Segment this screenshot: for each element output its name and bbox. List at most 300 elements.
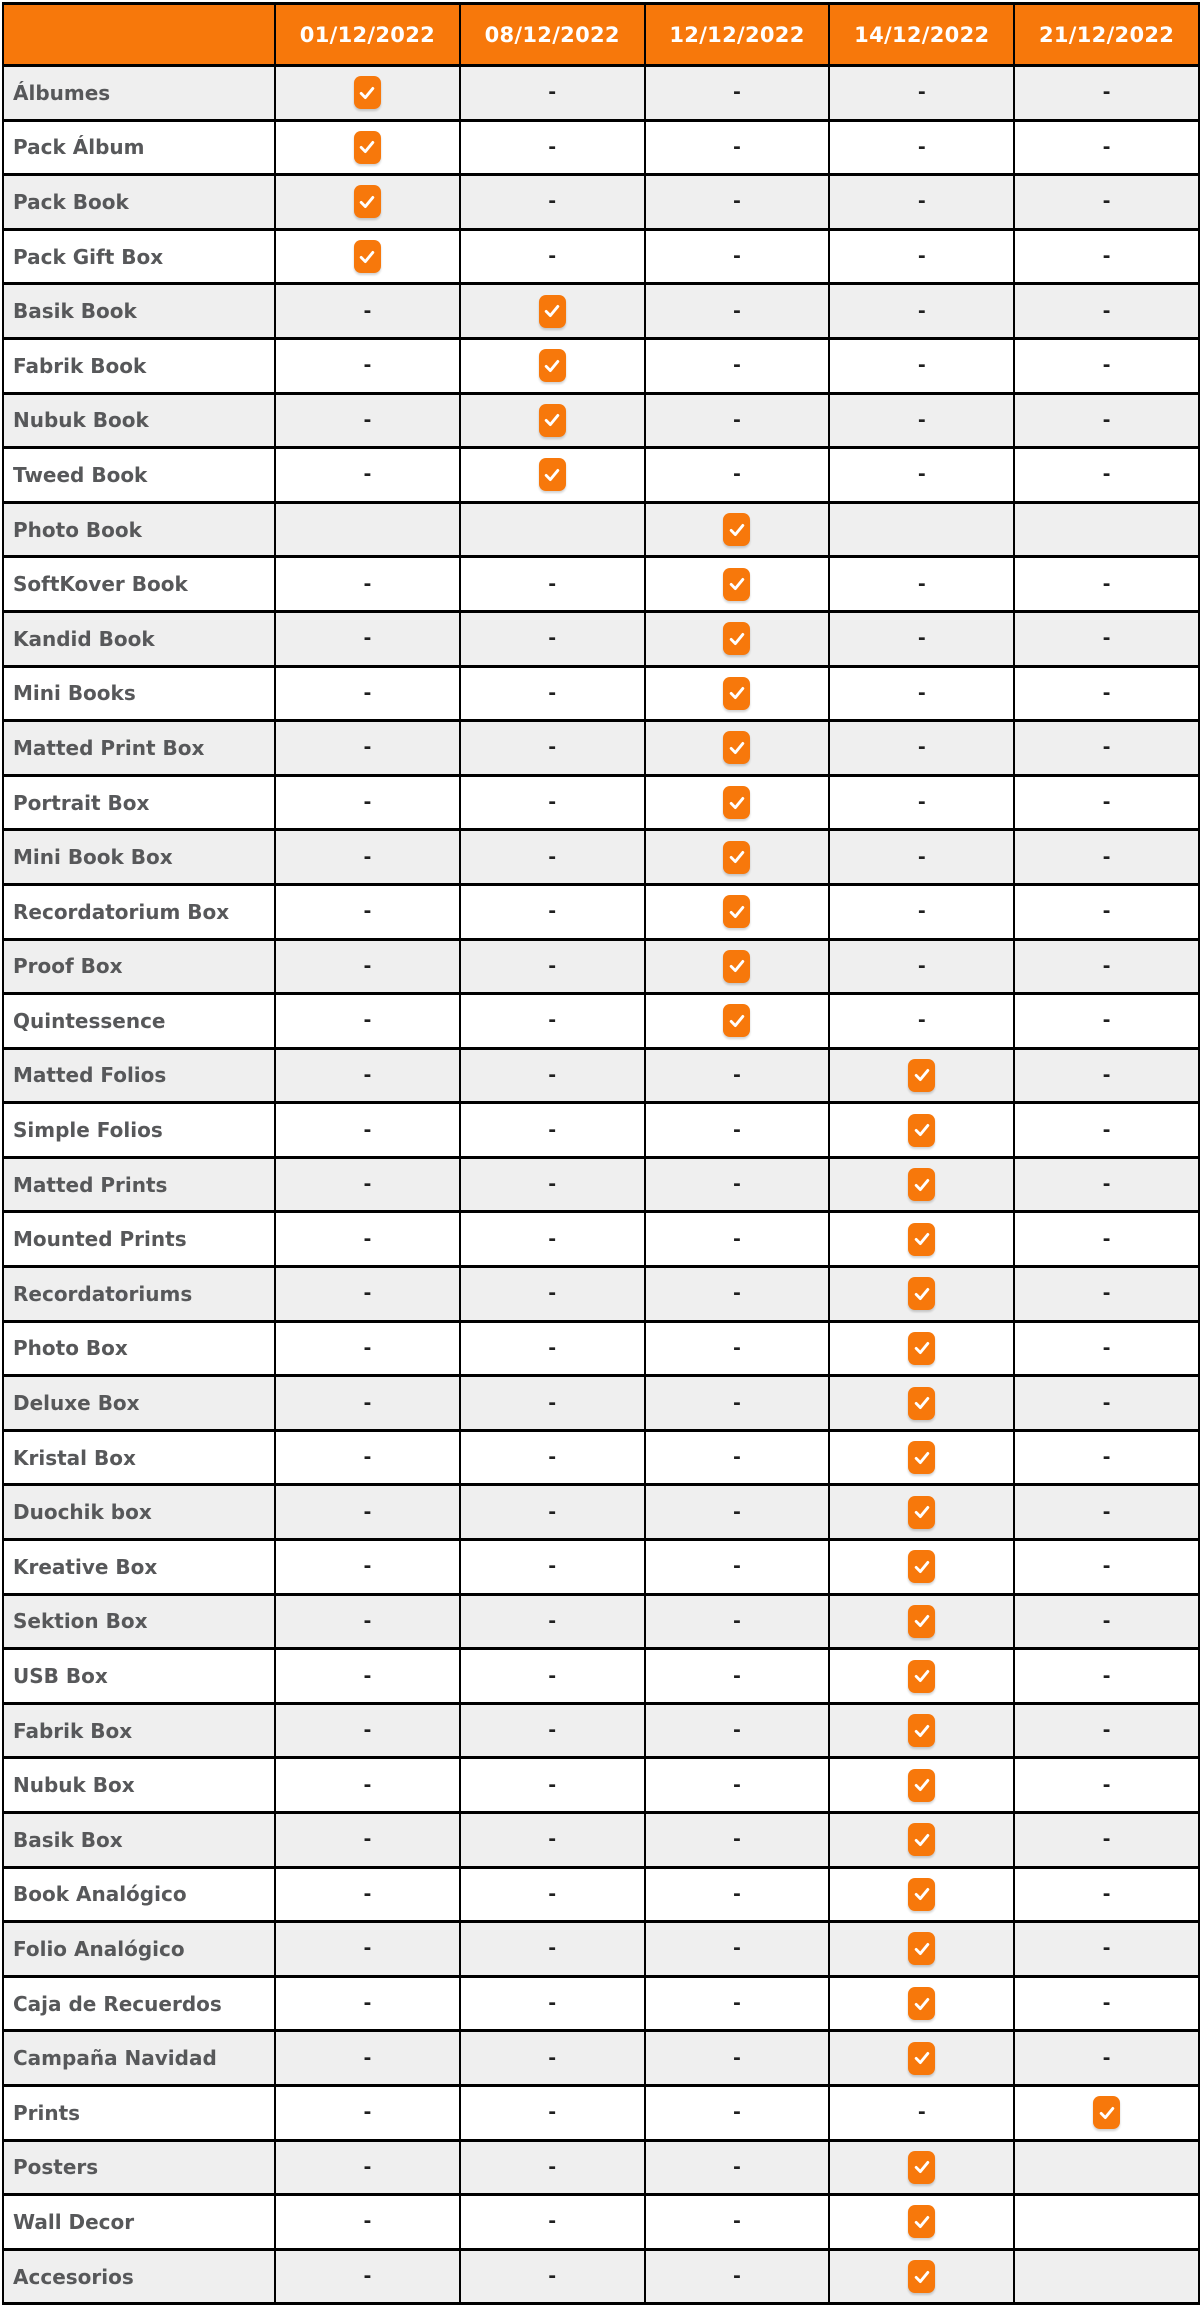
checked-checkbox-icon[interactable] [908, 2151, 935, 2184]
date-cell-not-available [645, 1430, 830, 1485]
product-name: Duochik box [3, 1485, 275, 1540]
table-row [3, 1813, 1199, 1868]
checked-checkbox-icon[interactable] [908, 1878, 935, 1911]
date-cell-checked [275, 66, 460, 121]
checked-checkbox-icon[interactable] [908, 2205, 935, 2238]
date-cell-not-available [645, 2249, 830, 2304]
dash-mark: - [733, 299, 741, 322]
date-cell-not-available [1014, 1321, 1199, 1376]
dash-mark: - [363, 900, 372, 923]
dash-mark: - [363, 1173, 372, 1196]
date-cell-not-available [275, 1922, 460, 1977]
dash-mark: - [917, 736, 926, 759]
date-cell-not-available [460, 830, 645, 885]
dash-mark: - [733, 1555, 741, 1578]
product-name: Deluxe Box [3, 1376, 275, 1431]
dash-mark: - [1102, 1937, 1111, 1960]
dash-mark: - [548, 1555, 557, 1578]
dash-mark: - [363, 1336, 372, 1359]
date-cell-checked [829, 1867, 1014, 1922]
date-cell-empty [1014, 502, 1199, 557]
table-row [3, 939, 1199, 994]
date-cell-not-available [645, 1703, 830, 1758]
checked-checkbox-icon[interactable] [723, 786, 750, 819]
checked-checkbox-icon[interactable] [354, 131, 381, 164]
checked-checkbox-icon[interactable] [908, 1605, 935, 1638]
date-cell-not-available [460, 1649, 645, 1704]
date-cell-not-available [1014, 1157, 1199, 1212]
date-cell-not-available [275, 1321, 460, 1376]
dash-mark: - [733, 354, 741, 377]
date-cell-not-available [829, 66, 1014, 121]
date-cell-not-available [275, 1976, 460, 2031]
dash-mark: - [1102, 299, 1111, 322]
dash-mark: - [548, 2210, 557, 2233]
date-cell-not-available [645, 393, 830, 448]
date-cell-not-available [460, 1976, 645, 2031]
table-row [3, 1976, 1199, 2031]
date-cell-not-available [1014, 1976, 1199, 2031]
date-cell-not-available [460, 939, 645, 994]
dash-mark: - [548, 900, 557, 923]
checked-checkbox-icon[interactable] [908, 1059, 935, 1092]
date-cell-not-available [275, 1594, 460, 1649]
dash-mark: - [548, 1664, 557, 1687]
table-row [3, 557, 1199, 612]
dash-mark: - [1102, 1555, 1111, 1578]
date-cell-not-available [645, 2085, 830, 2140]
product-name: Fabrik Box [3, 1703, 275, 1758]
date-cell-not-available [275, 1867, 460, 1922]
dash-mark: - [363, 627, 372, 650]
checked-checkbox-icon[interactable] [354, 240, 381, 273]
date-cell-not-available [829, 884, 1014, 939]
dash-mark: - [548, 1500, 557, 1523]
product-name: Book Analógico [3, 1867, 275, 1922]
dash-mark: - [733, 463, 741, 486]
dash-mark: - [733, 1227, 741, 1250]
date-cell-not-available [460, 1048, 645, 1103]
date-cell-not-available [275, 1376, 460, 1431]
date-cell-not-available [1014, 1922, 1199, 1977]
date-cell-not-available [1014, 175, 1199, 230]
checked-checkbox-icon[interactable] [908, 1932, 935, 1965]
dash-mark: - [363, 354, 372, 377]
checked-checkbox-icon[interactable] [539, 404, 566, 437]
dash-mark: - [363, 2046, 372, 2069]
dash-mark: - [1102, 1391, 1111, 1414]
checked-checkbox-icon[interactable] [723, 677, 750, 710]
dash-mark: - [917, 572, 926, 595]
date-cell-not-available [1014, 1867, 1199, 1922]
checked-checkbox-icon[interactable] [354, 76, 381, 109]
dash-mark: - [733, 1937, 741, 1960]
dash-mark: - [1102, 1828, 1111, 1851]
date-cell-checked [1014, 2085, 1199, 2140]
date-cell-not-available [275, 994, 460, 1049]
date-cell-checked [460, 448, 645, 503]
dash-mark: - [917, 954, 926, 977]
date-cell-not-available [645, 175, 830, 230]
checked-checkbox-icon[interactable] [908, 1550, 935, 1583]
date-cell-not-available [1014, 1758, 1199, 1813]
dash-mark: - [917, 627, 926, 650]
dash-mark: - [1102, 791, 1111, 814]
date-cell-checked [829, 1157, 1014, 1212]
dash-mark: - [363, 299, 372, 322]
dash-mark: - [548, 1173, 557, 1196]
checked-checkbox-icon[interactable] [723, 841, 750, 874]
date-cell-not-available [275, 1649, 460, 1704]
dash-mark: - [548, 81, 557, 104]
checked-checkbox-icon[interactable] [908, 1714, 935, 1747]
dash-mark: - [1102, 1118, 1111, 1141]
date-cell-not-available [645, 1867, 830, 1922]
table-row [3, 66, 1199, 121]
product-name: Mounted Prints [3, 1212, 275, 1267]
checked-checkbox-icon[interactable] [539, 349, 566, 382]
dash-mark: - [733, 245, 741, 268]
date-cell-not-available [829, 666, 1014, 721]
table-row [3, 2140, 1199, 2195]
date-cell-not-available [1014, 1485, 1199, 1540]
date-cell-not-available [460, 175, 645, 230]
product-name: Pack Book [3, 175, 275, 230]
dash-mark: - [1102, 1336, 1111, 1359]
dash-mark: - [548, 2155, 557, 2178]
date-cell-not-available [275, 393, 460, 448]
dash-mark: - [1102, 736, 1111, 759]
header-row [3, 4, 1199, 66]
date-cell-not-available [275, 884, 460, 939]
table-row [3, 1321, 1199, 1376]
date-cell-not-available [460, 1376, 645, 1431]
table-row [3, 1867, 1199, 1922]
date-cell-not-available [275, 2195, 460, 2250]
date-cell-not-available [645, 1813, 830, 1868]
date-cell-not-available [1014, 1376, 1199, 1431]
product-name: Portrait Box [3, 775, 275, 830]
date-cell-not-available [1014, 393, 1199, 448]
date-cell-not-available [1014, 66, 1199, 121]
date-cell-not-available [1014, 830, 1199, 885]
dash-mark: - [1102, 900, 1111, 923]
dash-mark: - [733, 190, 741, 213]
dash-mark: - [1102, 1773, 1111, 1796]
product-name: Photo Book [3, 502, 275, 557]
product-release-schedule-table [2, 2, 1200, 2305]
checked-checkbox-icon[interactable] [908, 1277, 935, 1310]
date-cell-checked [829, 1540, 1014, 1595]
table-row [3, 1758, 1199, 1813]
table-body [3, 66, 1199, 2304]
date-cell-checked [645, 721, 830, 776]
checked-checkbox-icon[interactable] [908, 1168, 935, 1201]
dash-mark: - [548, 845, 557, 868]
dash-mark: - [548, 1063, 557, 1086]
checked-checkbox-icon[interactable] [723, 513, 750, 546]
dash-mark: - [363, 1609, 372, 1632]
dash-mark: - [363, 408, 372, 431]
table-row [3, 448, 1199, 503]
dash-mark: - [363, 572, 372, 595]
product-name: Pack Gift Box [3, 229, 275, 284]
dash-mark: - [363, 463, 372, 486]
dash-mark: - [1102, 627, 1111, 650]
date-cell-not-available [829, 448, 1014, 503]
date-cell-not-available [460, 884, 645, 939]
dash-mark: - [733, 1992, 741, 2015]
checked-checkbox-icon[interactable] [908, 1496, 935, 1529]
checked-checkbox-icon[interactable] [908, 1823, 935, 1856]
date-cell-not-available [645, 2195, 830, 2250]
product-name: Matted Folios [3, 1048, 275, 1103]
dash-mark: - [548, 627, 557, 650]
date-cell-not-available [460, 1594, 645, 1649]
date-cell-not-available [645, 1485, 830, 1540]
date-cell-checked [645, 775, 830, 830]
dash-mark: - [548, 1609, 557, 1632]
date-cell-not-available [645, 1212, 830, 1267]
date-cell-not-available [460, 1485, 645, 1540]
date-cell-checked [829, 1976, 1014, 2031]
date-cell-checked [275, 229, 460, 284]
dash-mark: - [733, 1336, 741, 1359]
dash-mark: - [917, 135, 926, 158]
dash-mark: - [363, 681, 372, 704]
checked-checkbox-icon[interactable] [908, 1223, 935, 1256]
checked-checkbox-icon[interactable] [908, 1114, 935, 1147]
dash-mark: - [733, 1773, 741, 1796]
date-cell-not-available [275, 1212, 460, 1267]
checked-checkbox-icon[interactable] [723, 731, 750, 764]
date-cell-not-available [460, 2140, 645, 2195]
table-row [3, 1376, 1199, 1431]
column-header-date-4: 21/12/2022 [1014, 4, 1199, 66]
date-cell-not-available [829, 611, 1014, 666]
date-cell-empty [1014, 2140, 1199, 2195]
dash-mark: - [1102, 681, 1111, 704]
dash-mark: - [548, 791, 557, 814]
date-cell-not-available [1014, 884, 1199, 939]
product-name: Tweed Book [3, 448, 275, 503]
dash-mark: - [363, 2210, 372, 2233]
date-cell-empty [1014, 2195, 1199, 2250]
table-row [3, 830, 1199, 885]
date-cell-not-available [460, 120, 645, 175]
dash-mark: - [1102, 408, 1111, 431]
date-cell-empty [1014, 2249, 1199, 2304]
dash-mark: - [363, 791, 372, 814]
dash-mark: - [1102, 1719, 1111, 1742]
product-name: Accesorios [3, 2249, 275, 2304]
checked-checkbox-icon[interactable] [908, 1987, 935, 2020]
product-name: SoftKover Book [3, 557, 275, 612]
table-row [3, 2249, 1199, 2304]
dash-mark: - [733, 1446, 741, 1469]
dash-mark: - [548, 736, 557, 759]
dash-mark: - [548, 1118, 557, 1141]
checked-checkbox-icon[interactable] [1093, 2096, 1120, 2129]
date-cell-not-available [645, 1540, 830, 1595]
dash-mark: - [548, 135, 557, 158]
checked-checkbox-icon[interactable] [908, 2260, 935, 2293]
date-cell-not-available [645, 284, 830, 339]
checked-checkbox-icon[interactable] [908, 1441, 935, 1474]
date-cell-not-available [645, 1321, 830, 1376]
dash-mark: - [363, 845, 372, 868]
dash-mark: - [548, 572, 557, 595]
table-header [3, 4, 1199, 66]
dash-mark: - [1102, 1446, 1111, 1469]
date-cell-not-available [645, 1594, 830, 1649]
dash-mark: - [363, 1500, 372, 1523]
table-row [3, 338, 1199, 393]
table-row [3, 1594, 1199, 1649]
dash-mark: - [917, 463, 926, 486]
date-cell-not-available [645, 1103, 830, 1158]
date-cell-empty [275, 502, 460, 557]
date-cell-checked [829, 1649, 1014, 1704]
dash-mark: - [1102, 245, 1111, 268]
dash-mark: - [1102, 1227, 1111, 1250]
date-cell-not-available [645, 1922, 830, 1977]
table-row [3, 1048, 1199, 1103]
date-cell-not-available [460, 1867, 645, 1922]
checked-checkbox-icon[interactable] [723, 568, 750, 601]
checked-checkbox-icon[interactable] [908, 2042, 935, 2075]
date-cell-not-available [1014, 1212, 1199, 1267]
table-row [3, 502, 1199, 557]
date-cell-not-available [829, 939, 1014, 994]
dash-mark: - [917, 845, 926, 868]
date-cell-not-available [829, 2085, 1014, 2140]
dash-mark: - [548, 1282, 557, 1305]
date-cell-not-available [460, 557, 645, 612]
date-cell-not-available [829, 557, 1014, 612]
date-cell-not-available [275, 1758, 460, 1813]
product-name: Matted Prints [3, 1157, 275, 1212]
date-cell-not-available [460, 666, 645, 721]
date-cell-not-available [275, 1103, 460, 1158]
date-cell-not-available [275, 611, 460, 666]
dash-mark: - [733, 81, 741, 104]
checked-checkbox-icon[interactable] [539, 458, 566, 491]
date-cell-checked [829, 2140, 1014, 2195]
checked-checkbox-icon[interactable] [723, 1004, 750, 1037]
date-cell-checked [829, 1048, 1014, 1103]
dash-mark: - [733, 1063, 741, 1086]
date-cell-not-available [1014, 1594, 1199, 1649]
date-cell-not-available [460, 1103, 645, 1158]
product-name: Proof Box [3, 939, 275, 994]
date-cell-not-available [275, 775, 460, 830]
dash-mark: - [733, 135, 741, 158]
date-cell-not-available [275, 2031, 460, 2086]
column-header-date-1: 08/12/2022 [460, 4, 645, 66]
dash-mark: - [733, 1719, 741, 1742]
dash-mark: - [733, 2265, 741, 2288]
date-cell-not-available [829, 994, 1014, 1049]
dash-mark: - [1102, 1992, 1111, 2015]
column-header-date-3: 14/12/2022 [829, 4, 1014, 66]
checked-checkbox-icon[interactable] [539, 295, 566, 328]
checked-checkbox-icon[interactable] [908, 1387, 935, 1420]
checked-checkbox-icon[interactable] [908, 1769, 935, 1802]
product-name: Mini Books [3, 666, 275, 721]
product-name: Kristal Box [3, 1430, 275, 1485]
dash-mark: - [917, 2101, 926, 2124]
date-cell-not-available [645, 66, 830, 121]
date-cell-not-available [645, 1976, 830, 2031]
date-cell-not-available [1014, 229, 1199, 284]
date-cell-not-available [275, 830, 460, 885]
date-cell-empty [829, 502, 1014, 557]
dash-mark: - [548, 2101, 557, 2124]
date-cell-not-available [645, 1157, 830, 1212]
date-cell-not-available [829, 721, 1014, 776]
dash-mark: - [1102, 1609, 1111, 1632]
date-cell-checked [829, 1758, 1014, 1813]
product-name: Sektion Box [3, 1594, 275, 1649]
product-name: Kreative Box [3, 1540, 275, 1595]
dash-mark: - [548, 1009, 557, 1032]
table-row [3, 2031, 1199, 2086]
date-cell-not-available [275, 2140, 460, 2195]
dash-mark: - [917, 900, 926, 923]
date-cell-not-available [645, 1376, 830, 1431]
date-cell-not-available [829, 175, 1014, 230]
date-cell-not-available [645, 120, 830, 175]
table-row [3, 284, 1199, 339]
dash-mark: - [363, 1009, 372, 1032]
date-cell-checked [645, 557, 830, 612]
date-cell-checked [829, 1922, 1014, 1977]
dash-mark: - [733, 1282, 741, 1305]
date-cell-checked [460, 393, 645, 448]
dash-mark: - [733, 1173, 741, 1196]
dash-mark: - [363, 954, 372, 977]
checked-checkbox-icon[interactable] [908, 1332, 935, 1365]
date-cell-not-available [275, 1703, 460, 1758]
date-cell-not-available [1014, 557, 1199, 612]
dash-mark: - [548, 1227, 557, 1250]
date-cell-not-available [1014, 1703, 1199, 1758]
table-row [3, 2085, 1199, 2140]
date-cell-not-available [1014, 284, 1199, 339]
dash-mark: - [1102, 354, 1111, 377]
date-cell-not-available [460, 2249, 645, 2304]
date-cell-not-available [460, 1212, 645, 1267]
date-cell-checked [645, 884, 830, 939]
date-cell-not-available [829, 830, 1014, 885]
checked-checkbox-icon[interactable] [723, 950, 750, 983]
date-cell-empty [460, 502, 645, 557]
checked-checkbox-icon[interactable] [354, 185, 381, 218]
date-cell-not-available [829, 229, 1014, 284]
date-cell-not-available [460, 994, 645, 1049]
date-cell-not-available [829, 775, 1014, 830]
checked-checkbox-icon[interactable] [723, 622, 750, 655]
date-cell-not-available [1014, 775, 1199, 830]
date-cell-checked [460, 284, 645, 339]
checked-checkbox-icon[interactable] [908, 1660, 935, 1693]
dash-mark: - [1102, 1063, 1111, 1086]
dash-mark: - [548, 1773, 557, 1796]
date-cell-not-available [275, 557, 460, 612]
product-name: Folio Analógico [3, 1922, 275, 1977]
checked-checkbox-icon[interactable] [723, 895, 750, 928]
